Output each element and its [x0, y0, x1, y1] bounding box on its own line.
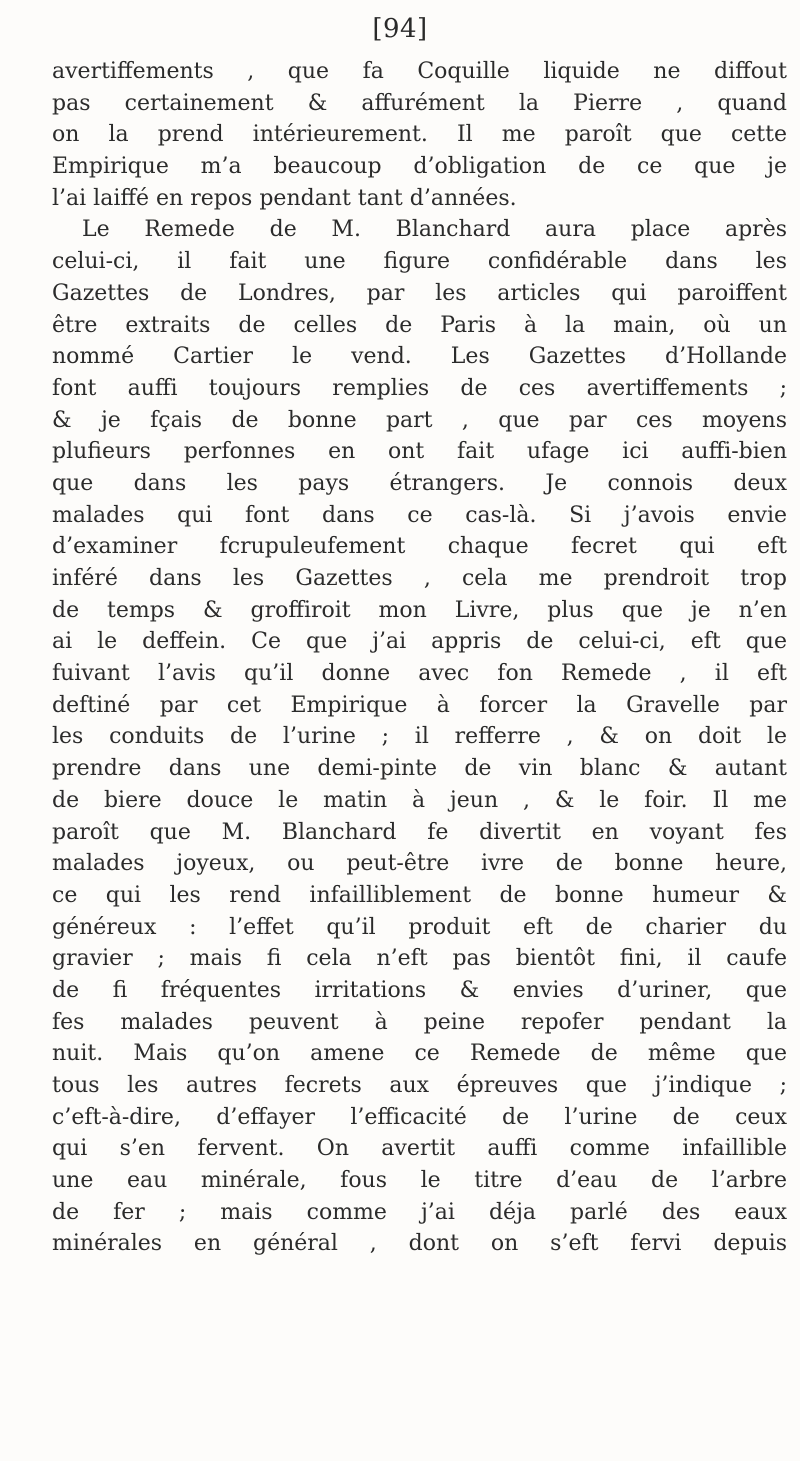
- text-line: tous les autres fecrets aux épreuves que j’indique ;: [52, 1073, 787, 1098]
- text-line: plufieurs perfonnes en ont fait ufage ici auffi-bien: [52, 439, 787, 465]
- text-line: une eau minérale, fous le titre d’eau de l’arbre: [52, 1168, 787, 1194]
- paragraph-start-line: Le Remede de M. Blanchard aura place après: [82, 217, 787, 243]
- body-text: [52, 56, 792, 1260]
- text-line: deftiné par cet Empirique à forcer la Gravelle par: [52, 692, 787, 718]
- text-line: de biere douce le matin à jeun , & le foir. Il me: [52, 787, 787, 813]
- text-line: nommé Cartier le vend. Les Gazettes d’Hollande: [52, 344, 787, 370]
- text-line: paroît que M. Blanchard fe divertit en voyant fes: [52, 819, 787, 845]
- text-line: malades qui font dans ce cas-là. Si j’avois envie: [52, 502, 787, 528]
- text-line: fuivant l’avis qu’il donne avec fon Remede , il eft: [52, 661, 787, 687]
- text-line: pas certainement & affurément la Pierre , quand: [52, 90, 787, 116]
- text-line: d’examiner fcrupuleufement chaque fecret qui eft: [52, 534, 787, 560]
- text-line: qui s’en fervent. On avertit auffi comme infaillible: [52, 1136, 787, 1162]
- text-line: de fer ; mais comme j’ai déja parlé des eaux: [52, 1199, 787, 1225]
- text-line: nuit. Mais qu’on amene ce Remede de même que: [52, 1041, 787, 1067]
- text-line: avertiffements , que fa Coquille liquide ne diffout: [52, 59, 787, 84]
- text-line: font auffi toujours remplies de ces avertiffements ;: [52, 375, 787, 401]
- text-line: on la prend intérieurement. Il me paroît que cette: [52, 122, 787, 148]
- text-line: minérales en général , dont on s’eft fervi depuis: [52, 1231, 787, 1257]
- text-line: c’eft-à-dire, d’effayer l’efficacité de l’urine de ceux: [52, 1104, 787, 1130]
- text-line: inféré dans les Gazettes , cela me prendroit trop: [52, 566, 787, 591]
- text-line: que dans les pays étrangers. Je connois deux: [52, 470, 787, 496]
- text-line: fes malades peuvent à peine repofer pendant la: [52, 1009, 787, 1035]
- text-line: Empirique m’a beaucoup d’obligation de ce que je: [52, 154, 787, 180]
- text-line: & je fçais de bonne part , que par ces moyens: [52, 407, 787, 433]
- text-line: être extraits de celles de Paris à la main, où un: [52, 312, 787, 338]
- text-line: celui-ci, il fait une figure confidérable dans les: [52, 249, 787, 275]
- text-line: ce qui les rend infailliblement de bonne humeur &: [52, 882, 787, 908]
- text-line: de temps & groffiroit mon Livre, plus que je n’en: [52, 597, 787, 623]
- text-line: prendre dans une demi-pinte de vin blanc & autant: [52, 756, 787, 782]
- text-line: l’ai laiffé en repos pendant tant d’années.: [52, 185, 517, 211]
- text-line: malades joyeux, ou peut-être ivre de bonne heure,: [52, 851, 787, 877]
- text-line: les conduits de l’urine ; il refferre , & on doit le: [52, 724, 787, 750]
- text-line: ai le deffein. Ce que j’ai appris de celui-ci, eft que: [52, 629, 787, 655]
- text-line: Gazettes de Londres, par les articles qui paroiffent: [52, 280, 787, 306]
- text-line: gravier ; mais fi cela n’eft pas bientôt fini, il caufe: [52, 946, 787, 972]
- page-number: [94]: [372, 14, 428, 44]
- text-line: de fi fréquentes irritations & envies d’uriner, que: [52, 977, 787, 1003]
- text-line: généreux : l’effet qu’il produit eft de charier du: [52, 914, 787, 940]
